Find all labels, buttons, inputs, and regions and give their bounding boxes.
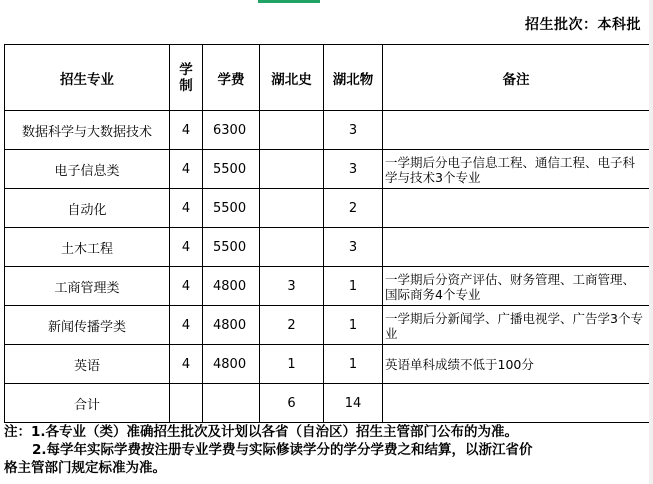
cell-remark[interactable]: 英语单科成绩不低于100分 [383,345,650,384]
cell-remark[interactable]: 一学期后分电子信息工程、通信工程、电子科学与技术3个专业 [383,150,650,189]
table-header-row [5,45,650,111]
table-row [5,306,650,345]
cell-major[interactable]: 英语 [5,345,170,384]
table-total-row [5,384,650,423]
cell-physics[interactable]: 1 [324,306,383,345]
window-edge [649,0,653,484]
cell-total-label[interactable]: 合计 [5,384,170,423]
cell-physics[interactable]: 3 [324,111,383,150]
header-remarks[interactable]: 备注 [383,45,650,111]
cell-history[interactable] [260,150,324,189]
cell-history[interactable]: 3 [260,267,324,306]
cell-total-remark[interactable] [383,384,650,423]
cell-physics[interactable]: 3 [324,150,383,189]
column-selection-indicator [258,0,320,3]
cell-tuition[interactable]: 4800 [203,306,260,345]
header-years-text: 学制 [179,61,193,94]
cell-years[interactable]: 4 [170,267,203,306]
header-major[interactable]: 招生专业 [5,45,170,111]
cell-total-history[interactable]: 6 [260,384,324,423]
cell-tuition[interactable]: 4800 [203,267,260,306]
cell-years[interactable]: 4 [170,189,203,228]
footnote-line-3: 格主管部门规定标准为准。 [4,460,166,476]
table-row [5,111,650,150]
cell-history[interactable]: 2 [260,306,324,345]
cell-major[interactable]: 数据科学与大数据技术 [5,111,170,150]
table-row [5,189,650,228]
cell-total-physics[interactable]: 14 [324,384,383,423]
table-row [5,228,650,267]
header-years[interactable] [170,45,203,111]
cell-remark[interactable]: 一学期后分资产评估、财务管理、工商管理、国际商务4个专业 [383,267,650,306]
cell-tuition[interactable]: 6300 [203,111,260,150]
footnote-line-1: 注：1.各专业（类）准确招生批次及计划以各省（自治区）招生主管部门公布的为准。 [4,424,519,440]
admissions-table [4,44,650,423]
cell-physics[interactable]: 1 [324,345,383,384]
cell-remark[interactable] [383,189,650,228]
cell-years[interactable]: 4 [170,306,203,345]
table-row [5,267,650,306]
cell-physics[interactable]: 3 [324,228,383,267]
cell-total-tuition[interactable] [203,384,260,423]
cell-physics[interactable]: 2 [324,189,383,228]
cell-years[interactable]: 4 [170,345,203,384]
cell-tuition[interactable]: 5500 [203,150,260,189]
cell-tuition[interactable]: 5500 [203,228,260,267]
cell-remark[interactable]: 一学期后分新闻学、广播电视学、广告学3个专业 [383,306,650,345]
cell-tuition[interactable]: 5500 [203,189,260,228]
cell-remark[interactable] [383,228,650,267]
cell-history[interactable] [260,228,324,267]
admission-batch-label: 招生批次：本科批 [525,17,641,33]
cell-major[interactable]: 新闻传播学类 [5,306,170,345]
cell-history[interactable] [260,189,324,228]
cell-remark[interactable] [383,111,650,150]
header-hubei-history[interactable]: 湖北史 [260,45,324,111]
cell-history[interactable]: 1 [260,345,324,384]
cell-years[interactable]: 4 [170,111,203,150]
cell-total-years[interactable] [170,384,203,423]
cell-major[interactable]: 电子信息类 [5,150,170,189]
cell-major[interactable]: 自动化 [5,189,170,228]
table-row [5,150,650,189]
cell-major[interactable]: 工商管理类 [5,267,170,306]
cell-years[interactable]: 4 [170,228,203,267]
header-tuition[interactable]: 学费 [203,45,260,111]
cell-history[interactable] [260,111,324,150]
cell-physics[interactable]: 1 [324,267,383,306]
table-row [5,345,650,384]
footnotes [4,423,649,477]
footnote-line-2: 2.每学年实际学费按注册专业学费与实际修读学分的学分学费之和结算，以浙江省价 [32,442,533,458]
header-hubei-physics[interactable]: 湖北物 [324,45,383,111]
cell-tuition[interactable]: 4800 [203,345,260,384]
cell-major[interactable]: 土木工程 [5,228,170,267]
cell-years[interactable]: 4 [170,150,203,189]
